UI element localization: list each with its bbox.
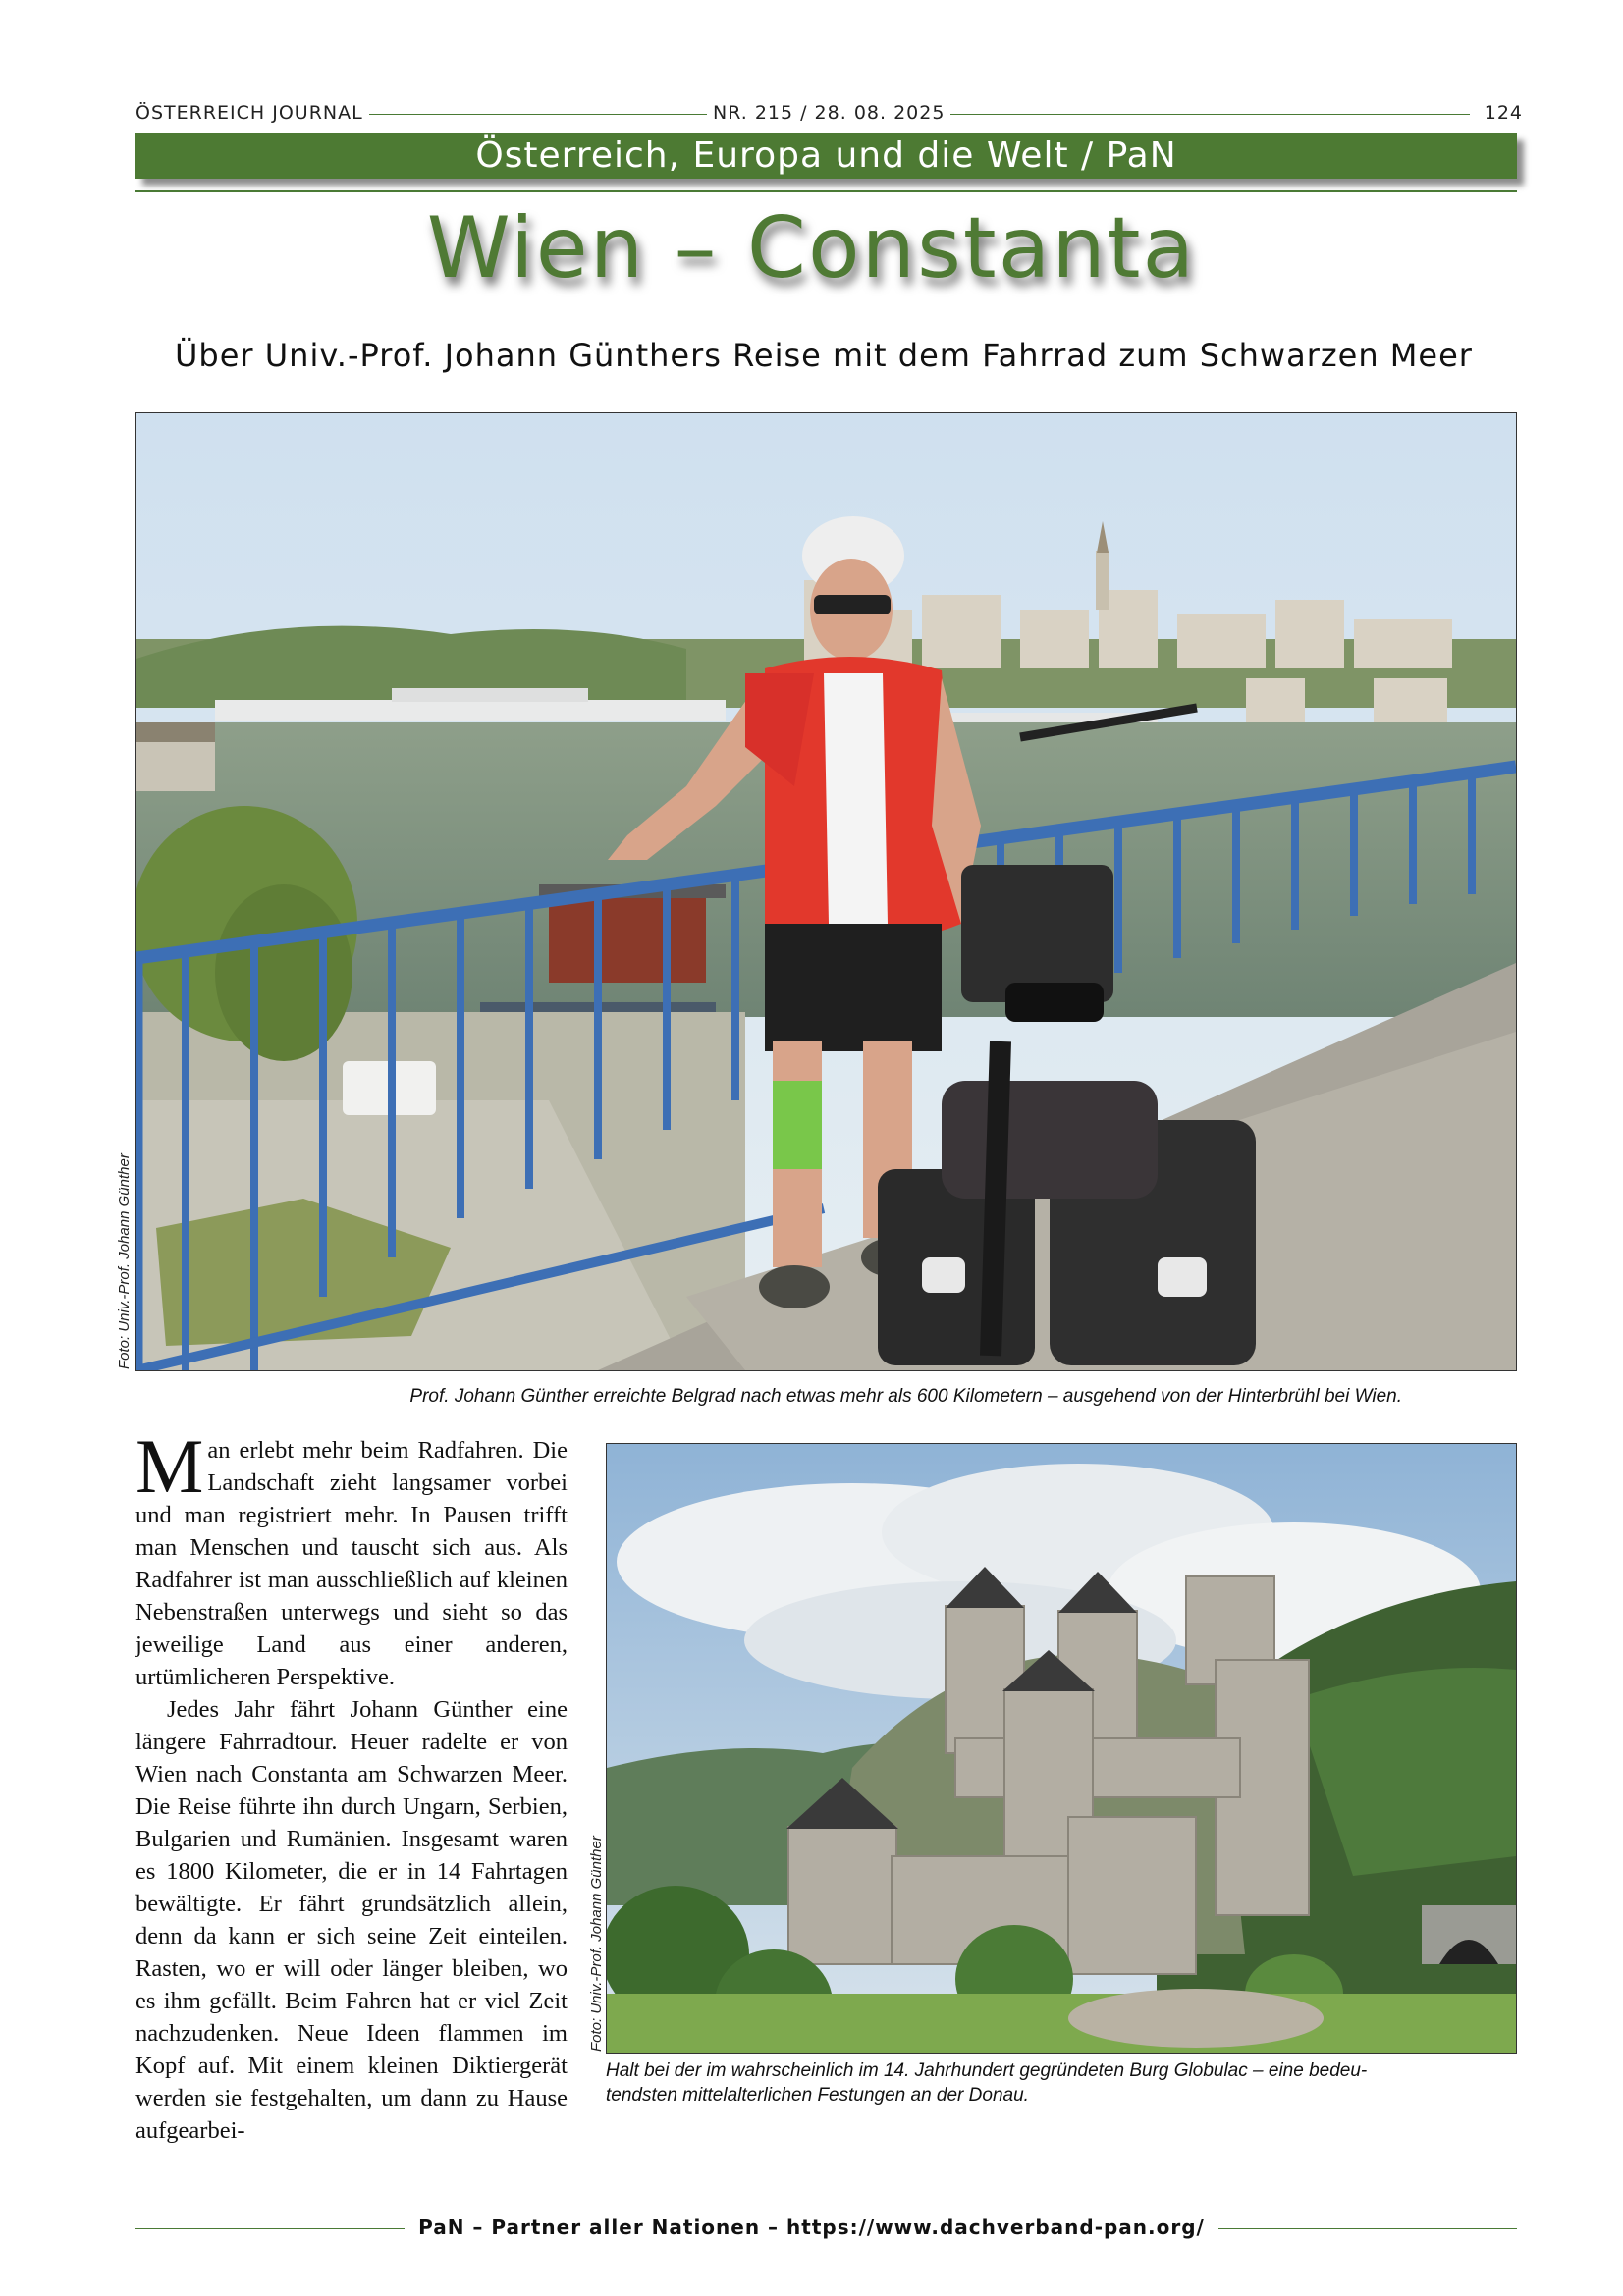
article-subtitle: Über Univ.-Prof. Johann Günthers Reise mit dem Fahrrad zum Schwarzen Meer [175, 337, 1473, 374]
photo-golubac-fortress [606, 1443, 1517, 2054]
photo2-caption-line1: Halt bei der im wahrscheinlich im 14. Jahrhundert gegründeten Burg Globulac – eine bedeu- [606, 2060, 1368, 2081]
photo1-caption: Prof. Johann Günther erreichte Belgrad nach etwas mehr als 600 Kilometern – ausgehend von der Hinterbrühl bei Wien. [409, 1386, 1402, 1407]
banner-underline [135, 190, 1517, 192]
paragraph-2: Jedes Jahr fährt Johann Günther eine längere Fahrradtour. Heuer radelte er von Wien nach Constanta am Schwarzen Meer. Die Reise führte ihn durch Ungarn, Serbien, Bulgarien und Rumänien. Insgesamt waren es 1800 Kilometer, die er in 14 Fahrtagen bewältigte. Er fährt grundsätzlich allein, denn da kann er sich seine Zeit einteilen. Rasten, wo er will oder länger bleiben, wo es ihm gefällt. Beim Fahren hat er viel Zeit nachzudenken. Neue Ideen flammen im Kopf auf. Mit einem kleinen Diktiergerät werden sie festgehalten, um dann zu Hause aufgearbei- [135, 1696, 568, 2144]
issue-number: NR. 215 / 28. 08. 2025 [707, 102, 950, 124]
photo-belgrade-cyclist [135, 412, 1517, 1371]
drop-cap: M [135, 1423, 204, 1509]
publication-name: ÖSTERREICH JOURNAL [135, 102, 369, 124]
paragraph-1: Man erlebt mehr beim Radfahren. Die Landschaft zieht langsamer vorbei und man registriert mehr. In Pausen trifft man Menschen und tauscht sich aus. Als Radfahrer ist man ausschließlich auf kleinen Nebenstraßen unterwegs und sieht so das jeweilige Land aus einer anderen, urtümlicheren Perspektive. [135, 1423, 568, 1690]
footer [0, 2216, 1623, 2239]
page-number: 124 [1470, 102, 1523, 124]
section-banner: Österreich, Europa und die Welt / PaN [135, 133, 1517, 179]
photo2-credit: Foto: Univ.-Prof. Johann Günther [588, 1836, 605, 2052]
article-title: Wien – Constanta [426, 199, 1197, 297]
photo1-credit: Foto: Univ.-Prof. Johann Günther [116, 1153, 133, 1369]
photo2-caption-line2: tendsten mittelalterlichen Festungen an der Donau. [606, 2085, 1029, 2106]
article-body [135, 1423, 568, 2147]
footer-text[interactable]: PaN – Partner aller Nationen – https://www.dachverband-pan.org/ [405, 2216, 1218, 2239]
